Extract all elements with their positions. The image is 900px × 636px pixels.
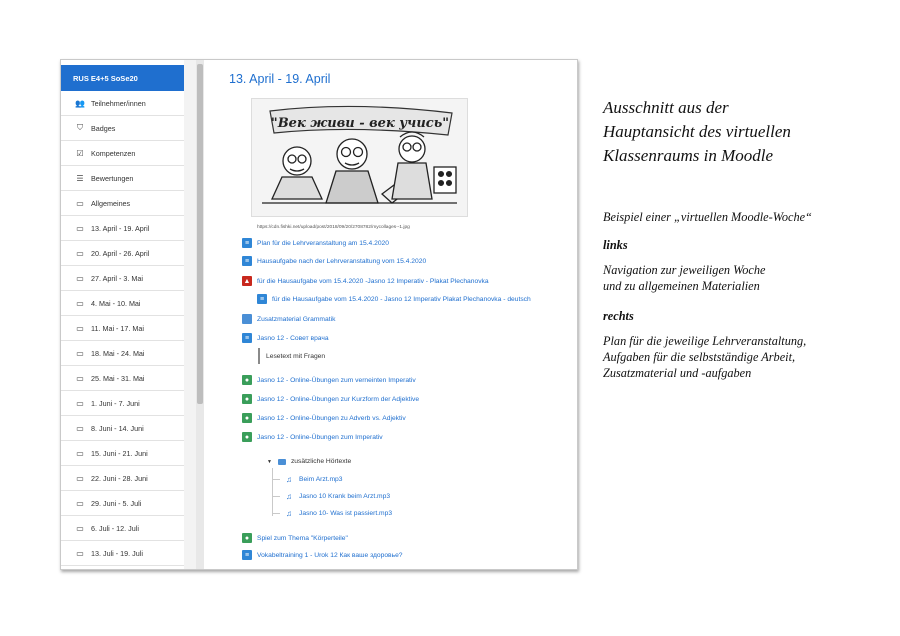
sidebar-item-label: 20. April - 26. April <box>91 248 150 258</box>
table-icon: ☰ <box>76 173 84 183</box>
sidebar-item[interactable] <box>61 266 184 291</box>
image-source-url: https://cdn.fishki.net/upload/post/2018/09/20/2708782/mycollages--1.jpg <box>257 225 410 230</box>
sidebar-item-label: 27. April - 3. Mai <box>91 273 143 283</box>
activity-link[interactable] <box>242 394 419 404</box>
sidebar-item[interactable] <box>61 441 184 466</box>
folder-icon: ▭ <box>76 523 84 533</box>
folder-icon: ▭ <box>76 323 84 333</box>
activity-label: Jasno 12 - Online-Übungen zu Adverb vs. Adjektiv <box>257 414 406 422</box>
sidebar-item[interactable] <box>61 316 184 341</box>
activity-label: Jasno 12 - Online-Übungen zur Kurzform der Adjektive <box>257 395 420 403</box>
shield-icon: ⛉ <box>77 123 83 132</box>
quiz-icon: ● <box>242 432 252 442</box>
folder-icon: ▭ <box>76 473 84 483</box>
tree-branch <box>272 479 280 480</box>
activity-label: Spiel zum Thema "Körperteile" <box>257 534 348 542</box>
cartoon-illustration <box>252 99 467 216</box>
activity-label: Vokabeltraining 1 - Urok 12 Как ваше здоровье? <box>257 551 403 559</box>
sidebar-item-label: 13. Juli - 19. Juli <box>91 548 143 558</box>
sidebar-item-label: Allgemeines <box>91 198 131 208</box>
course-content <box>204 60 577 569</box>
scrollbar-thumb[interactable] <box>197 64 203 404</box>
audio-file-label: Jasno 10- Was ist passiert.mp3 <box>299 509 393 517</box>
activity-link[interactable] <box>242 550 403 560</box>
sidebar-item[interactable] <box>61 541 184 566</box>
activity-label: für die Hausaufgabe vom 15.4.2020 - Jasno 12 Imperativ Plakat Plechanovka - deutsch <box>272 295 531 303</box>
sidebar-gutter <box>184 60 196 569</box>
right-heading: rechts <box>603 309 634 323</box>
sidebar-item[interactable] <box>61 416 184 441</box>
sidebar-item[interactable] <box>61 391 184 416</box>
expand-caret-icon[interactable]: ▼ <box>267 458 272 465</box>
audio-icon: ♫ <box>286 508 292 518</box>
activity-link[interactable] <box>242 375 416 385</box>
folder-icon: ▭ <box>76 298 84 308</box>
moodle-screenshot <box>60 59 578 570</box>
sidebar-item-label: Kompetenzen <box>91 148 136 158</box>
sidebar-item-label: 29. Juni - 5. Juli <box>91 498 142 508</box>
quiz-icon: ● <box>242 375 252 385</box>
folder-icon: ▭ <box>76 398 84 408</box>
folder-icon: ▭ <box>76 248 84 258</box>
week-title: 13. April - 19. April <box>229 72 331 86</box>
sidebar-item-label: 15. Juni - 21. Juni <box>91 448 148 458</box>
sidebar-item-label: 13. April - 19. April <box>91 223 150 233</box>
folder-icon <box>278 459 286 465</box>
sidebar-item[interactable] <box>61 116 184 141</box>
sidebar-item[interactable] <box>61 291 184 316</box>
audio-file-label: Beim Arzt.mp3 <box>299 475 343 483</box>
folder-icon: ▭ <box>76 548 84 558</box>
document-icon: ≡ <box>242 238 252 248</box>
folder-hoertexte[interactable] <box>267 458 351 465</box>
sidebar-item-label: Bewertungen <box>91 173 134 183</box>
sidebar-item-label: 22. Juni - 28. Juni <box>91 473 148 483</box>
activity-link[interactable] <box>242 413 406 423</box>
sidebar-item-label: 6. Juli - 12. Juli <box>91 523 139 533</box>
course-title[interactable]: RUS E4+5 SoSe20 <box>61 65 184 91</box>
activity-link[interactable] <box>242 533 348 543</box>
sidebar-item-label: 1. Juni - 7. Juni <box>91 398 140 408</box>
sidebar-item[interactable] <box>61 191 184 216</box>
course-navigation <box>61 65 184 569</box>
activity-link[interactable] <box>242 432 383 442</box>
sidebar-item[interactable] <box>61 141 184 166</box>
audio-file-label: Jasno 10 Krank beim Arzt.mp3 <box>299 492 391 500</box>
sidebar-item[interactable] <box>61 91 184 116</box>
activity-label: für die Hausaufgabe vom 15.4.2020 -Jasno 12 Imperativ - Plakat Plechanovka <box>257 277 489 285</box>
folder-icon: ▭ <box>76 198 84 208</box>
sidebar-item-label: 11. Mai - 17. Mai <box>91 323 144 333</box>
sidebar-item[interactable] <box>61 216 184 241</box>
checkbox-icon: ☑ <box>76 148 84 158</box>
right-description: Plan für die jeweilige Lehrveranstaltung, Aufgaben für die selbstständige Arbeit, Zusatzmaterial und -aufgaben <box>603 334 807 380</box>
sidebar-item[interactable] <box>61 491 184 516</box>
left-description: Navigation zur jeweiligen Woche und zu allgemeinen Materialien <box>603 263 766 293</box>
folder-name: zusätzliche Hörtexte <box>290 458 352 465</box>
explanation-title: Ausschnitt aus der Hauptansicht des virtuellen Klassenraums in Moodle <box>603 98 791 165</box>
sidebar-scrollbar[interactable] <box>196 60 204 569</box>
activity-label: Hausaufgabe nach der Lehrveranstaltung vom 15.4.2020 <box>257 257 427 265</box>
quiz-icon: ● <box>242 533 252 543</box>
audio-icon: ♫ <box>286 474 292 484</box>
document-icon: ≡ <box>242 550 252 560</box>
folder-icon: ▭ <box>76 373 84 383</box>
activity-link[interactable] <box>242 333 329 343</box>
audio-file-link[interactable] <box>284 474 342 484</box>
sidebar-item-label: 25. Mai - 31. Mai <box>91 373 145 383</box>
sidebar-item[interactable] <box>61 241 184 266</box>
activity-link[interactable] <box>242 276 489 286</box>
tree-branch <box>272 496 280 497</box>
audio-icon: ♫ <box>286 491 292 501</box>
document-icon: ≡ <box>242 333 252 343</box>
label-lesetext <box>258 348 325 364</box>
users-icon: 👥 <box>75 98 85 108</box>
folder-icon: ▭ <box>76 448 84 458</box>
activity-link[interactable] <box>242 314 335 324</box>
folder-icon: ▭ <box>76 273 84 283</box>
sidebar-item-label: Badges <box>91 123 116 133</box>
pdf-icon: ▲ <box>243 277 251 285</box>
label-text: Lesetext mit Fragen <box>266 352 326 360</box>
folder-icon: ▭ <box>76 423 84 433</box>
sidebar-item-label: 18. Mai - 24. Mai <box>91 348 145 358</box>
file-icon: ≡ <box>257 294 267 304</box>
left-heading: links <box>603 238 628 252</box>
activity-label: Jasno 12 - Совет врача <box>257 334 329 342</box>
folder-icon: ▭ <box>76 348 84 358</box>
example-text: Beispiel einer „virtuellen Moodle-Woche“ <box>603 210 812 224</box>
sidebar-item-label: 8. Juni - 14. Juni <box>91 423 144 433</box>
activity-label: Plan für die Lehrveranstaltung am 15.4.2020 <box>257 239 389 247</box>
sidebar-item[interactable] <box>61 466 184 491</box>
document-icon: ≡ <box>242 256 252 266</box>
cartoon-caption: "Век живи - век учись" <box>270 116 450 131</box>
sidebar-item-label: Teilnehmer/innen <box>91 98 146 108</box>
folder-icon: ▭ <box>76 223 84 233</box>
sidebar-item[interactable] <box>61 366 184 391</box>
sidebar-item[interactable] <box>61 516 184 541</box>
quiz-icon: ● <box>242 413 252 423</box>
audio-file-link[interactable] <box>284 491 390 501</box>
tree-connector <box>272 468 273 516</box>
activity-link[interactable] <box>242 256 426 266</box>
quiz-icon: ● <box>242 394 252 404</box>
cartoon-image <box>251 98 468 217</box>
folder-icon: ▭ <box>76 498 84 508</box>
activity-link[interactable] <box>242 238 389 248</box>
sidebar-item[interactable] <box>61 166 184 191</box>
audio-file-link[interactable] <box>284 508 392 518</box>
tree-branch <box>272 513 280 514</box>
sidebar-item[interactable] <box>61 341 184 366</box>
activity-label: Zusatzmaterial Grammatik <box>257 315 336 323</box>
sidebar-item-label: 4. Mai - 10. Mai <box>91 298 141 308</box>
activity-label: Jasno 12 - Online-Übungen zum Imperativ <box>257 433 383 441</box>
activity-link[interactable] <box>257 294 531 304</box>
folder-icon <box>242 314 252 324</box>
activity-label: Jasno 12 - Online-Übungen zum verneinten Imperativ <box>257 376 416 384</box>
